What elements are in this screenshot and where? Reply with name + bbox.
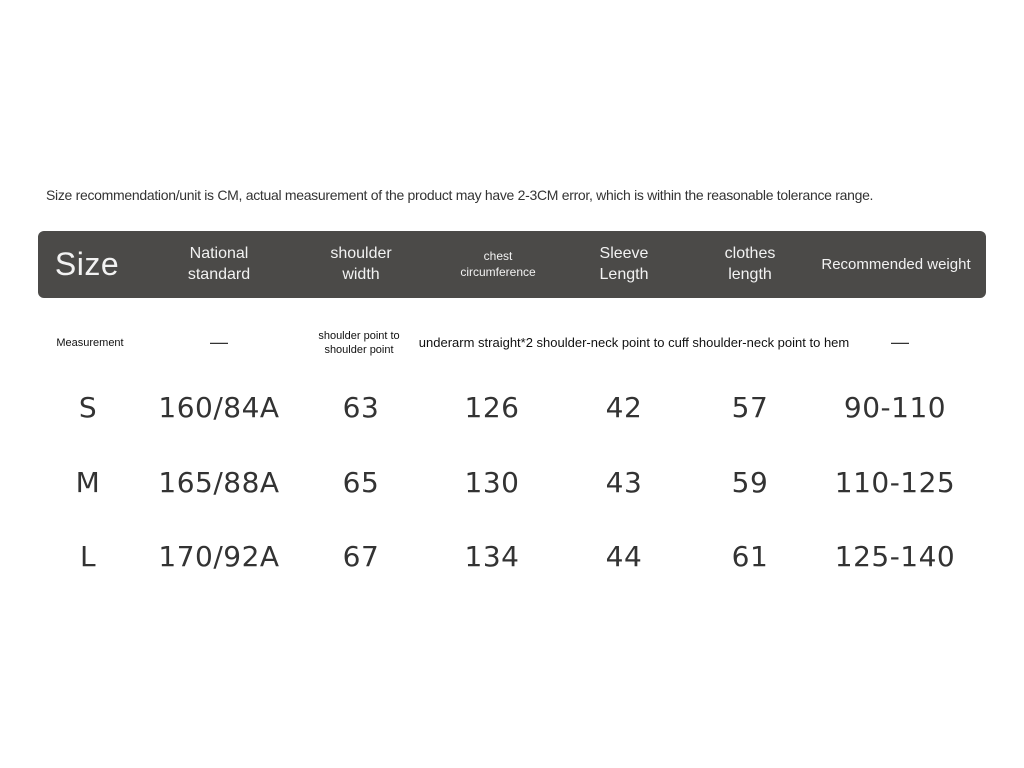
cell-shoulder: 63 xyxy=(342,390,380,424)
header-recommended-weight xyxy=(818,231,974,298)
measurement-weight: — xyxy=(891,332,909,353)
header-shoulder-line2: width xyxy=(342,265,380,283)
header-national-line1: National xyxy=(189,244,249,262)
header-national-line2: standard xyxy=(187,265,251,283)
cell-size: M xyxy=(75,465,101,499)
measurement-shoulder: shoulder point to shoulder point xyxy=(318,329,400,356)
cell-clothes: 59 xyxy=(731,465,769,499)
table-row xyxy=(0,385,1024,429)
cell-chest: 134 xyxy=(464,539,520,573)
header-size-label: Size xyxy=(54,245,120,282)
header-clothes-line1: clothes xyxy=(724,244,776,262)
cell-size: L xyxy=(79,539,97,573)
header-sleeve-length xyxy=(564,231,684,298)
header-sleeve-line1: Sleeve xyxy=(599,244,649,262)
measurement-label: Measurement xyxy=(56,336,124,349)
cell-weight: 90-110 xyxy=(843,390,947,424)
cell-national: 170/92A xyxy=(158,539,280,573)
table-row xyxy=(0,534,1024,578)
header-sleeve-line2: Length xyxy=(599,265,649,283)
size-note: Size recommendation/unit is CM, actual measurement of the product may have 2-3CM error, which is within the reasonable tolerance range. xyxy=(46,187,874,203)
cell-national: 165/88A xyxy=(158,465,280,499)
cell-chest: 126 xyxy=(464,390,520,424)
cell-weight: 110-125 xyxy=(834,465,956,499)
header-shoulder-width xyxy=(290,231,432,298)
header-chest-circumference xyxy=(432,231,564,298)
header-chest-line2: circumference xyxy=(460,264,536,279)
measurement-chest-sleeve-clothes: underarm straight*2 shoulder-neck point to cuff shoulder-neck point to hem xyxy=(418,334,850,350)
table-header xyxy=(38,231,986,298)
table-row xyxy=(0,460,1024,504)
cell-chest: 130 xyxy=(464,465,520,499)
cell-sleeve: 43 xyxy=(605,465,643,499)
cell-weight: 125-140 xyxy=(834,539,956,573)
header-national-standard xyxy=(148,231,290,298)
cell-sleeve: 44 xyxy=(605,539,643,573)
cell-national: 160/84A xyxy=(158,390,280,424)
cell-clothes: 57 xyxy=(731,390,769,424)
cell-size: S xyxy=(78,390,98,424)
cell-shoulder: 67 xyxy=(342,539,380,573)
header-clothes-line2: length xyxy=(728,265,772,283)
cell-sleeve: 42 xyxy=(605,390,643,424)
header-weight-label: Recommended weight xyxy=(821,255,971,273)
header-chest-line1: chest xyxy=(483,248,513,263)
header-shoulder-line1: shoulder xyxy=(330,244,392,262)
header-size xyxy=(38,231,136,298)
cell-shoulder: 65 xyxy=(342,465,380,499)
header-clothes-length xyxy=(690,231,810,298)
measurement-national: — xyxy=(210,332,228,353)
cell-clothes: 61 xyxy=(731,539,769,573)
